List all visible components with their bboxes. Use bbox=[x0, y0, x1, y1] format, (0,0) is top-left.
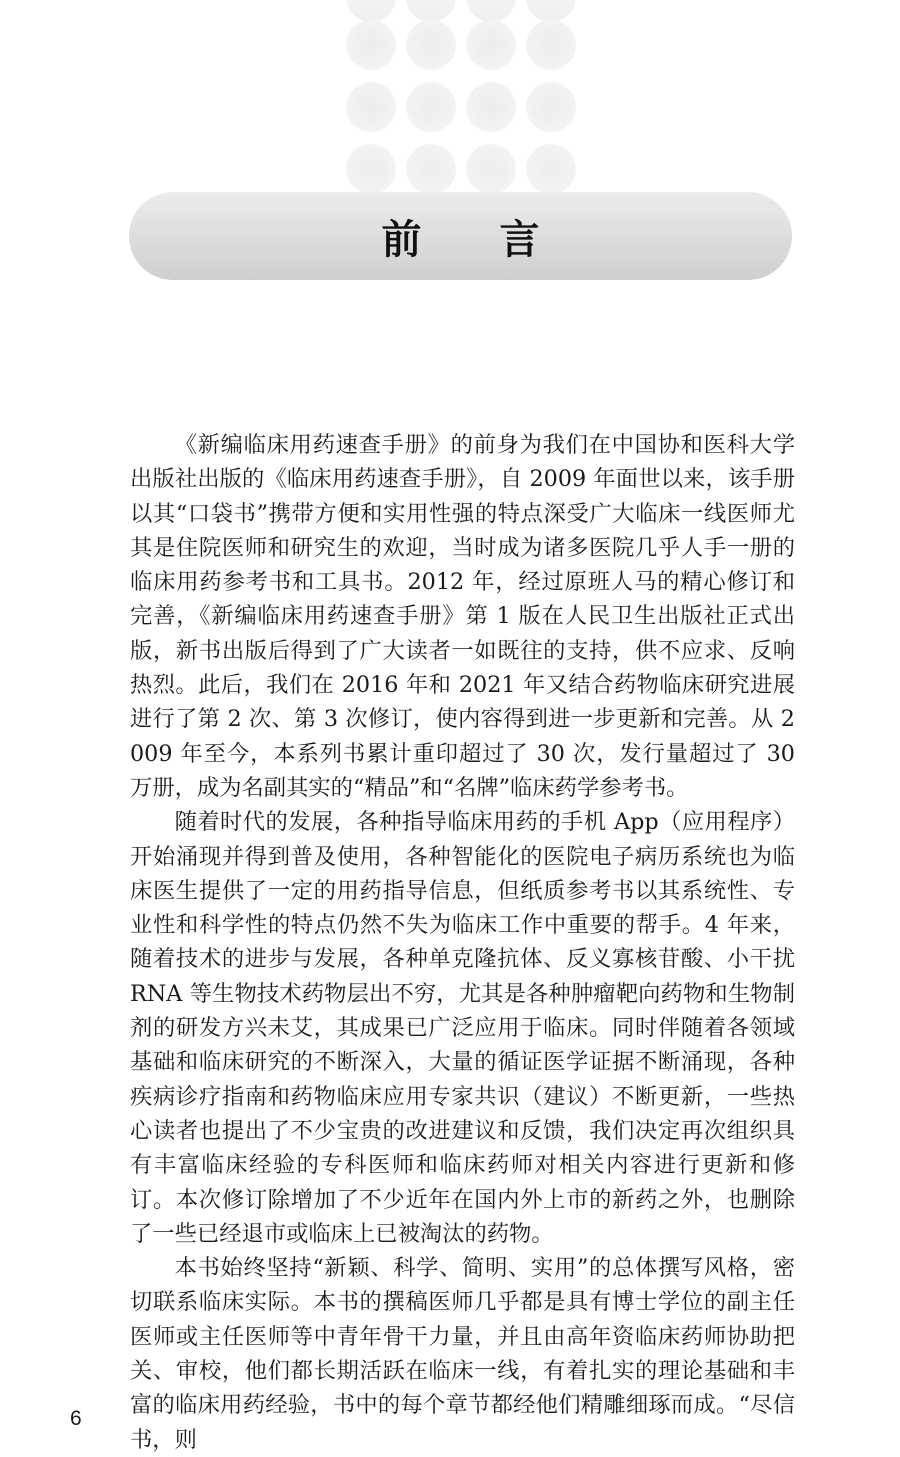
page-number: 6 bbox=[70, 1407, 82, 1430]
decorative-dot bbox=[346, 0, 396, 22]
chapter-title-banner bbox=[129, 192, 792, 280]
decorative-dot bbox=[406, 0, 456, 22]
decorative-dot bbox=[526, 0, 576, 22]
paragraph-2: 随着时代的发展，各种指导临床用药的手机 App（应用程序）开始涌现并得到普及使用，各种智能化的医院电子病历系统也为临床医生提供了一定的用药指导信息，但纸质参考书以其系统性、专业性和科学性的特点仍然不失为临床工作中重要的帮手。4 年来，随着技术的进步与发展，各种单克隆抗体、反义寡核苷酸、小干扰 RNA 等生物技术药物层出不穷，尤其是各种肿瘤靶向药物和生物制剂的研发方兴未艾，其成果已广泛应用于临床。同时伴随着各领域基础和临床研究的不断深入，大量的循证医学证据不断涌现，各种疾病诊疗指南和药物临床应用专家共识（建议）不断更新，一些热心读者也提出了不少宝贵的改进建议和反馈，我们决定再次组织具有丰富临床经验的专科医师和临床药师对相关内容进行更新和修订。本次修订除增加了不少近年在国内外上市的新药之外，也删除了一些已经退市或临床上已被淘汰的药物。 bbox=[130, 809, 795, 1247]
paragraph-1: 《新编临床用药速查手册》的前身为我们在中国协和医科大学出版社出版的《临床用药速查手册》，自 2009 年面世以来，该手册以其“口袋书”携带方便和实用性强的特点深受广大临床一线医师尤其是住院医师和研究生的欢迎，当时成为诸多医院几乎人手一册的临床用药参考书和工具书。2012 年，经过原班人马的精心修订和完善，《新编临床用药速查手册》第 1 版在人民卫生出版社正式出版，新书出版后得到了广大读者一如既往的支持，供不应求、反响热烈。此后，我们在 2016 年和 2021 年又结合药物临床研究进展进行了第 2 次、第 3 次修订，使内容得到进一步更新和完善。从 2009 年至今，本系列书累计重印超过了 30 次，发行量超过了 30 万册，成为名副其实的“精品”和“名牌”临床药学参考书。 bbox=[130, 432, 795, 801]
decorative-dot bbox=[346, 20, 396, 70]
decorative-dot bbox=[406, 144, 456, 194]
decorative-dot bbox=[466, 20, 516, 70]
decorative-dot bbox=[406, 82, 456, 132]
preface-body bbox=[130, 428, 795, 1457]
decorative-dot bbox=[346, 144, 396, 194]
decorative-dot bbox=[466, 144, 516, 194]
paragraph-3: 本书始终坚持“新颖、科学、简明、实用”的总体撰写风格，密切联系临床实际。本书的撰稿医师几乎都是具有博士学位的副主任医师或主任医师等中青年骨干力量，并且由高年资临床药师协助把关、审校，他们都长期活跃在临床一线，有着扎实的理论基础和丰富的临床用药经验，书中的每个章节都经他们精雕细琢而成。“尽信书，则 bbox=[130, 1255, 795, 1453]
decorative-dot bbox=[466, 82, 516, 132]
decorative-dot bbox=[346, 82, 396, 132]
decorative-dot bbox=[406, 20, 456, 70]
decorative-dot bbox=[526, 82, 576, 132]
decorative-dot bbox=[526, 20, 576, 70]
decorative-dot bbox=[526, 144, 576, 194]
page-title: 前 言 bbox=[381, 216, 572, 263]
decorative-dot-pattern bbox=[0, 0, 900, 200]
decorative-dot bbox=[466, 0, 516, 22]
